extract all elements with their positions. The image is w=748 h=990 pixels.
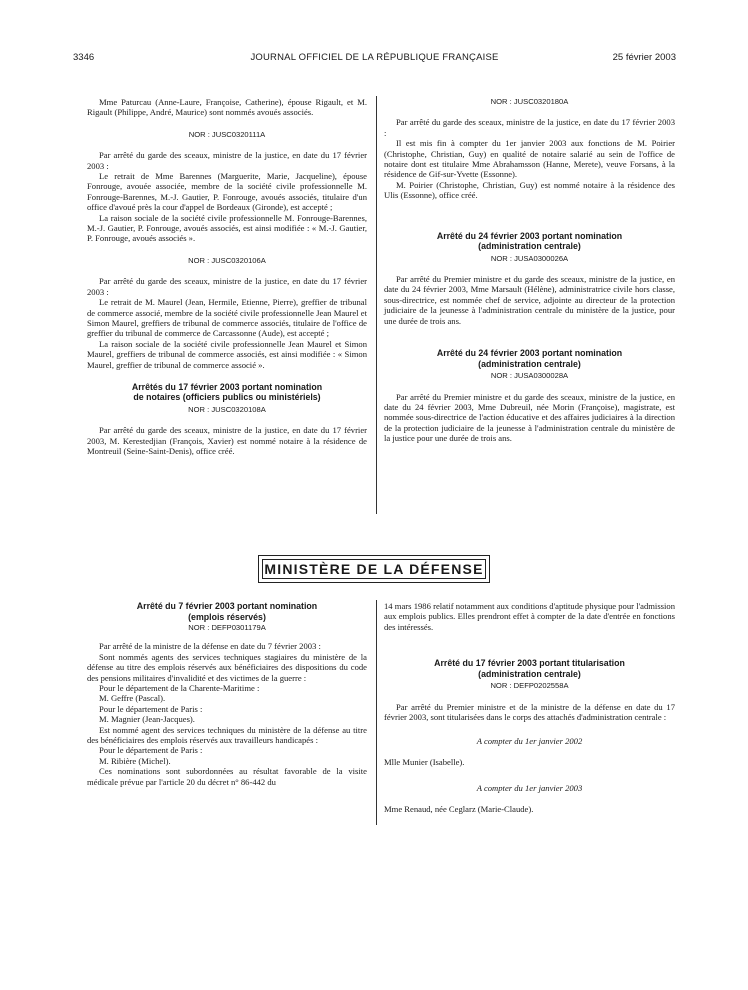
- paragraph: Ces nominations sont subordonnées au résultat favorable de la visite médicale prévue par l'article 20 du décret n° 86-442 du: [87, 766, 367, 787]
- paragraph: Mme Paturcau (Anne-Laure, Françoise, Catherine), épouse Rigault, et M. Rigault (Philippe, André, Maurice) sont nommés avoués associés.: [87, 97, 367, 118]
- paragraph: M. Magnier (Jean-Jacques).: [99, 714, 195, 725]
- paragraph: Le retrait de M. Maurel (Jean, Hermile, Etienne, Pierre), greffier de tribunal de commerce associé, membre de la société civile professionnelle Jean Maurel et Simon Maurel, greffiers de tribunal de commerce associés, titulaire de l'office de greffier du tribunal de commerce de Carcassonne (Aude), est accepté ;: [87, 297, 367, 339]
- section-title-line: (administration centrale): [478, 668, 581, 679]
- paragraph: Par arrêté du Premier ministre et du garde des sceaux, ministre de la justice, en date du 24 février 2003, Mme Dubreuil, née Morin (Françoise), magistrate, est nommée sous-directrice de l'action éducative et des affaires judiciaires à la direction de la protection judiciaire de la jeunesse à l'administration centrale du ministère de la justice pour une durée de trois ans.: [384, 391, 675, 444]
- top-left-column: [87, 97, 367, 457]
- effective-date: A compter du 1er janvier 2002: [476, 736, 583, 747]
- paragraph: Est nommé agent des services techniques du ministère de la défense au titre des bénéficiaires des emplois réservés aux travailleurs handicapés :: [87, 724, 367, 746]
- appointee-name: Mlle Munier (Isabelle).: [384, 756, 465, 767]
- paragraph: La raison sociale de la société civile professionnelle M. Fonrouge-Barennes, M.-J. Gautier, P. Fonrouge, avoués associés, est ainsi modifiée : « M.-J. Gautier, P. Fonrouge, avoués associés ».: [87, 212, 367, 244]
- paragraph: Par arrêté du garde des sceaux, ministre de la justice, en date du 17 février 2003, M. Kerestedjian (François, Xavier) est nommé notaire à la résidence de Montreuil (Seine-Saint-Denis), office créé.: [87, 425, 367, 457]
- section-title: [384, 658, 675, 679]
- paragraph: M. Ribière (Michel).: [99, 755, 171, 766]
- section-title: [87, 382, 367, 403]
- section-title-line: Arrêté du 17 février 2003 portant titularisation: [434, 658, 625, 669]
- section-title: [384, 348, 675, 369]
- page-number: 3346: [73, 52, 95, 63]
- nor-reference: NOR : JUSC0320106A: [188, 255, 266, 265]
- column-divider: [376, 96, 377, 514]
- nor-reference: NOR : DEFP0202558A: [490, 681, 569, 691]
- nor-reference: NOR : JUSA0300028A: [490, 371, 569, 381]
- paragraph: Par arrêté du garde des sceaux, ministre de la justice, en date du 17 février 2003 :: [87, 276, 367, 297]
- appointee-name: Mme Renaud, née Ceglarz (Marie-Claude).: [384, 803, 534, 814]
- nor-reference: NOR : JUSA0300026A: [490, 253, 569, 263]
- column-divider: [376, 600, 377, 825]
- paragraph: 14 mars 1986 relatif notamment aux conditions d'aptitude physique pour l'admission aux emplois publics. Elles prendront effet à compter de la date d'entrée en fonctions des intéressés.: [384, 601, 675, 632]
- paragraph: Pour le département de la Charente-Maritime :: [99, 683, 260, 694]
- section-title-line: (administration centrale): [478, 241, 581, 252]
- bottom-left-column: [87, 601, 367, 787]
- paragraph: Par arrêté de la ministre de la défense en date du 7 février 2003 :: [99, 641, 321, 652]
- section-title-line: Arrêté du 24 février 2003 portant nomination: [436, 348, 623, 359]
- section-title-line: Arrêtés du 17 février 2003 portant nomination: [131, 381, 323, 392]
- page-header: [73, 52, 676, 66]
- paragraph: M. Poirier (Christophe, Christian, Guy) est nommé notaire à la résidence des Ulis (Essonne), office créé.: [384, 179, 675, 201]
- section-title-line: (emplois réservés): [188, 611, 266, 622]
- paragraph: Par arrêté du Premier ministre et du garde des sceaux, ministre de la justice, en date du 24 février 2003, Mme Marsault (Hélène), administratrice civile hors classe, sous-directrice, est nommée chef de service, adjointe au directeur de la protection judiciaire de la jeunesse à l'administration centrale du ministère de la justice, pour une durée de trois ans.: [384, 274, 675, 326]
- bottom-right-column: [384, 601, 675, 814]
- nor-reference: NOR : DEFP0301179A: [188, 623, 266, 632]
- section-title-line: (administration centrale): [478, 358, 581, 369]
- section-title: [87, 601, 367, 622]
- paragraph: Par arrêté du garde des sceaux, ministre de la justice, en date du 17 février 2003 :: [384, 117, 675, 138]
- nor-reference: NOR : JUSC0320108A: [188, 404, 266, 414]
- nor-reference: NOR : JUSC0320180A: [490, 97, 569, 106]
- paragraph: M. Geffre (Pascal).: [99, 693, 166, 704]
- section-title-line: de notaires (officiers publics ou ministériels): [133, 392, 321, 403]
- ministry-heading: [258, 555, 490, 583]
- paragraph: Par arrêté du Premier ministre et de la ministre de la défense en date du 17 février 2003, sont titularisées dans le corps des attachés d'administration centrale :: [384, 701, 675, 723]
- paragraph: La raison sociale de la société civile professionnelle Jean Maurel et Simon Maurel, greffiers de tribunal de commerce associés, est ainsi modifiée : « Simon Maurel, greffier de tribunal de commerce associé ».: [87, 338, 367, 370]
- paragraph: Le retrait de Mme Barennes (Marguerite, Marie, Jacqueline), épouse Fonrouge, avouée associée, membre de la société civile professionnelle M. Fonrouge-Barennes, M.-J. Gautier, P. Fonrouge, avoués associés, titulaire d'un office d'avoué près la cour d'appel de Bordeaux (Gironde), est accepté ;: [87, 171, 367, 213]
- section-title-line: Arrêté du 7 février 2003 portant nomination: [136, 601, 318, 611]
- section-title: [384, 231, 675, 252]
- journal-title: JOURNAL OFFICIEL DE LA RÉPUBLIQUE FRANÇAISE: [250, 52, 499, 63]
- paragraph: Il est mis fin à compter du 1er janvier 2003 aux fonctions de M. Poirier (Christophe, Christian, Guy) en qualité de notaire salarié au sein de l'office de notaire dont est titulaire Mme Abrahamsson (Hanne, Merete), veuve Forsans, à la résidence de Gif-sur-Yvette (Essonne).: [384, 138, 675, 180]
- top-right-column: [384, 97, 675, 444]
- paragraph: Par arrêté du garde des sceaux, ministre de la justice, en date du 17 février 2003 :: [87, 150, 367, 171]
- section-title-line: Arrêté du 24 février 2003 portant nomination: [436, 230, 623, 241]
- nor-reference: NOR : JUSC0320111A: [188, 129, 266, 139]
- ministry-title: MINISTÈRE DE LA DÉFENSE: [264, 561, 484, 577]
- effective-date: A compter du 1er janvier 2003: [476, 783, 583, 794]
- paragraph: Pour le département de Paris :: [99, 703, 203, 714]
- paragraph: Sont nommés agents des services techniques stagiaires du ministère de la défense au titre des emplois réservés aux bénéficiaires des dispositions du code des pensions militaires d'invalidité et des victimes de la guerre :: [87, 651, 367, 683]
- issue-date: 25 février 2003: [612, 52, 676, 63]
- paragraph: Pour le département de Paris :: [99, 745, 203, 756]
